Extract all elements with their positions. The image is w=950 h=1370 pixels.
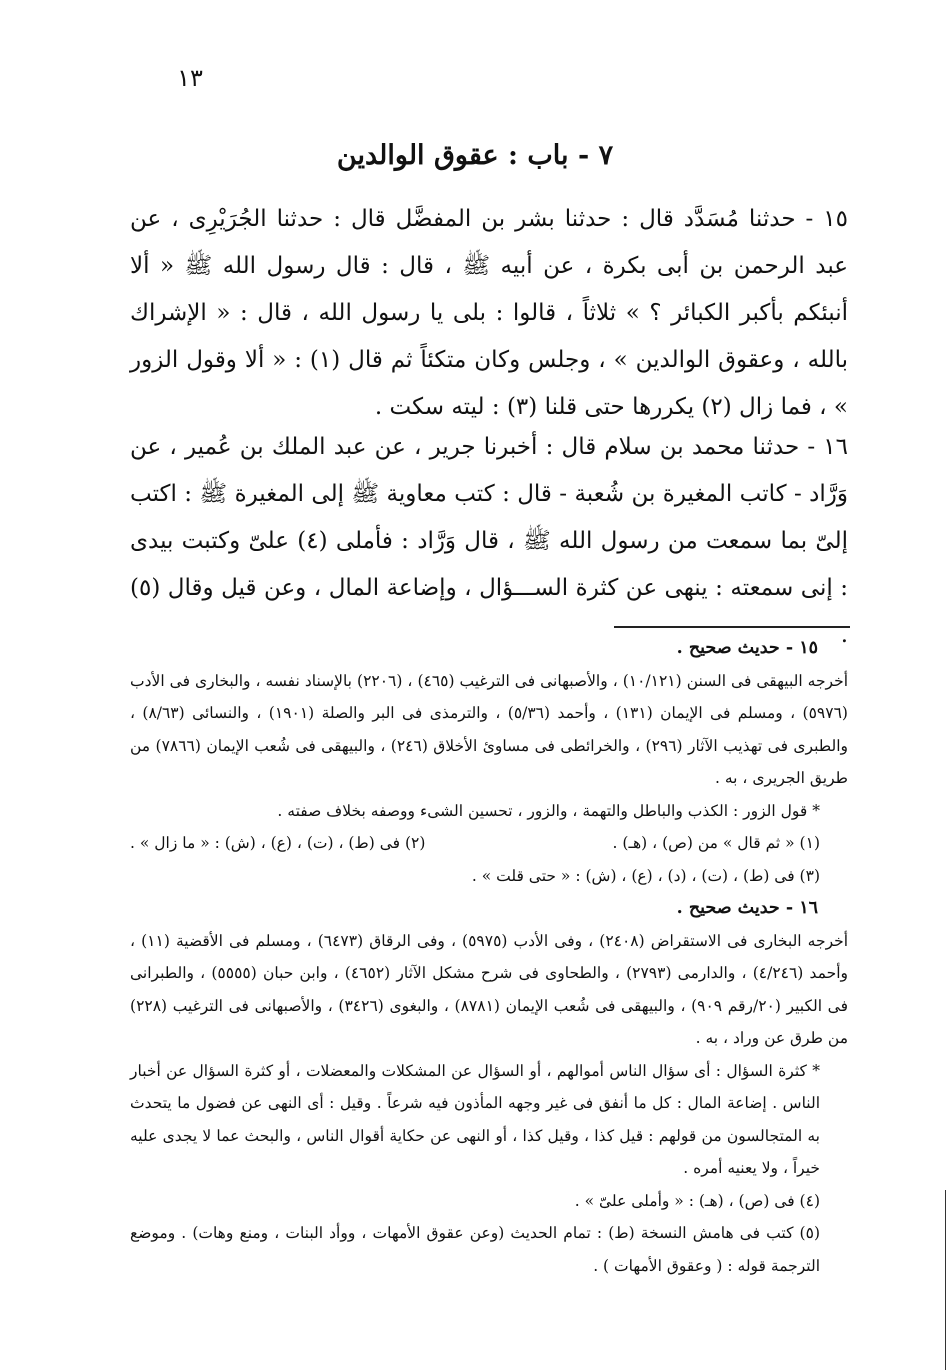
footnote-1: (١) « ثم قال » من (ص) ، (هـ) . bbox=[612, 834, 820, 852]
footnote-divider bbox=[614, 626, 850, 628]
hadith-15-grade: ١٥ - حديث صحيح . bbox=[676, 638, 818, 658]
hadith-15-gloss: * قول الزور : الكذب والباطل والتهمة ، والزور ، تحسين الشىء ووصفه بخلاف صفته . bbox=[277, 801, 820, 820]
page-edge-line bbox=[945, 1190, 946, 1370]
hadith-16-takhrij: أخرجه البخارى فى الاستقراض (٢٤٠٨) ، وفى الأدب (٥٩٧٥) ، وفى الرقاق (٦٤٧٣) ، ومسلم فى الأقضية (١١) ، وأحمد (٤/٢٤٦) ، والدارمى (٢٧٩٣) ، والطحاوى فى شرح مشكل الآثار (٤٦٥٢) ، وابن حبان (٥٥٥٥) ، والطبرانى فى الكبير (٢٠/رقم ٩٠٩) ، والبيهقى فى شُعب الإيمان (٨٧٨١) ، والبغوى (٣٤٢٦) ، والأصبهانى فى الترغيب (٢٢٨) من طرق عن وراد ، به . bbox=[130, 931, 849, 1047]
hadith-15-text: ١٥ - حدثنا مُسَدَّد قال : حدثنا بشر بن المفضَّل قال : حدثنا الجُرَيْرِى ، عن عبد الرحمن بن أبى بكرة ، عن أبيه ﷺ ، قال : قال رسول الله ﷺ « ألا أنبئكم بأكبر الكبائر ؟ » ثلاثاً ، قالوا : بلى يا رسول الله ، قال : « الإشراك بالله ، وعقوق الوالدين » ، وجلس وكان متكئاً ثم قال (١) : « ألا وقول الزور » ، فما زال (٢) يكررها حتى قلنا (٣) : ليته سكت . bbox=[130, 206, 848, 420]
page-number: ١٣ bbox=[177, 64, 203, 92]
footnotes bbox=[130, 632, 848, 1282]
footnote-5: (٥) كتب فى هامش النسخة (ط) : تمام الحديث (وعن عقوق الأمهات ، ووأد البنات ، ومنع وهات) . وموضع الترجمة قوله : ( وعقوق الأمهات ) . bbox=[130, 1224, 820, 1275]
footnote-4: (٤) فى (ص) ، (هـ) : « وأملى علىّ » . bbox=[574, 1191, 820, 1210]
hadith-16-text: ١٦ - حدثنا محمد بن سلام قال : أخبرنا جرير ، عن عبد الملك بن عُمير ، عن وَرَّاد - كاتب المغيرة بن شُعبة - قال : كتب معاوية ﷺ إلى المغيرة ﷺ : اكتب إلىّ بما سمعت من رسول الله ﷺ ، قال وَرَّاد : فأملى (٤) علىّ وكتبت بيدى : إنى سمعته : ينهى عن كثرة الســـؤال ، وإضاعة المال ، وعن قيل وقال (٥) . bbox=[130, 434, 848, 648]
hadith-16-gloss: * كثرة السؤال : أى سؤال الناس أموالهم ، أو السؤال عن المشكلات والمعضلات ، أو كثرة السؤال عن أخبار الناس . إضاعة المال : كل ما أنفق فى غير وجهه المأذون فيه شرعاً . وقيل : أى النهى عن فضول ما يتحدث به المتجالسون من قولهم : قيل كذا ، وقيل كذا ، أو النهى عن حكاية أقوال الناس ، والبحث عما لا يجدى عليه خيراً ، ولا يعنيه أمره . bbox=[130, 1061, 820, 1177]
hadith-15 bbox=[130, 196, 848, 431]
hadith-16-grade: ١٦ - حديث صحيح . bbox=[676, 898, 818, 918]
footnote-3: (٣) فى (ط) ، (ت) ، (د) ، (ع) ، (ش) : « حتى قلت » . bbox=[471, 866, 820, 885]
footnote-2: (٢) فى (ط) ، (ت) ، (ع) ، (ش) : « ما زال » . bbox=[130, 834, 426, 852]
footnote-row-1-2 bbox=[130, 827, 848, 860]
chapter-title: ٧ - باب : عقوق الوالدين bbox=[336, 140, 614, 171]
hadith-16 bbox=[130, 424, 848, 659]
hadith-15-takhrij: أخرجه البيهقى فى السنن (١٠/١٢١) ، والأصبهانى فى الترغيب (٤٦٥) ، (٢٢٠٦) بالإسناد نفسه ، والبخارى فى الأدب (٥٩٧٦) ، ومسلم فى الإيمان (١٣١) ، وأحمد (٥/٣٦) ، والترمذى فى البر والصلة (١٩٠١) ، والنسائى (٨/٦٣) ، والطبرى فى تهذيب الآثار (٢٩٦) ، والخرائطى فى مساوئ الأخلاق (٢٤٦) ، والبيهقى فى شُعب الإيمان (٧٨٦٦) من طريق الجريرى ، به . bbox=[130, 671, 848, 787]
